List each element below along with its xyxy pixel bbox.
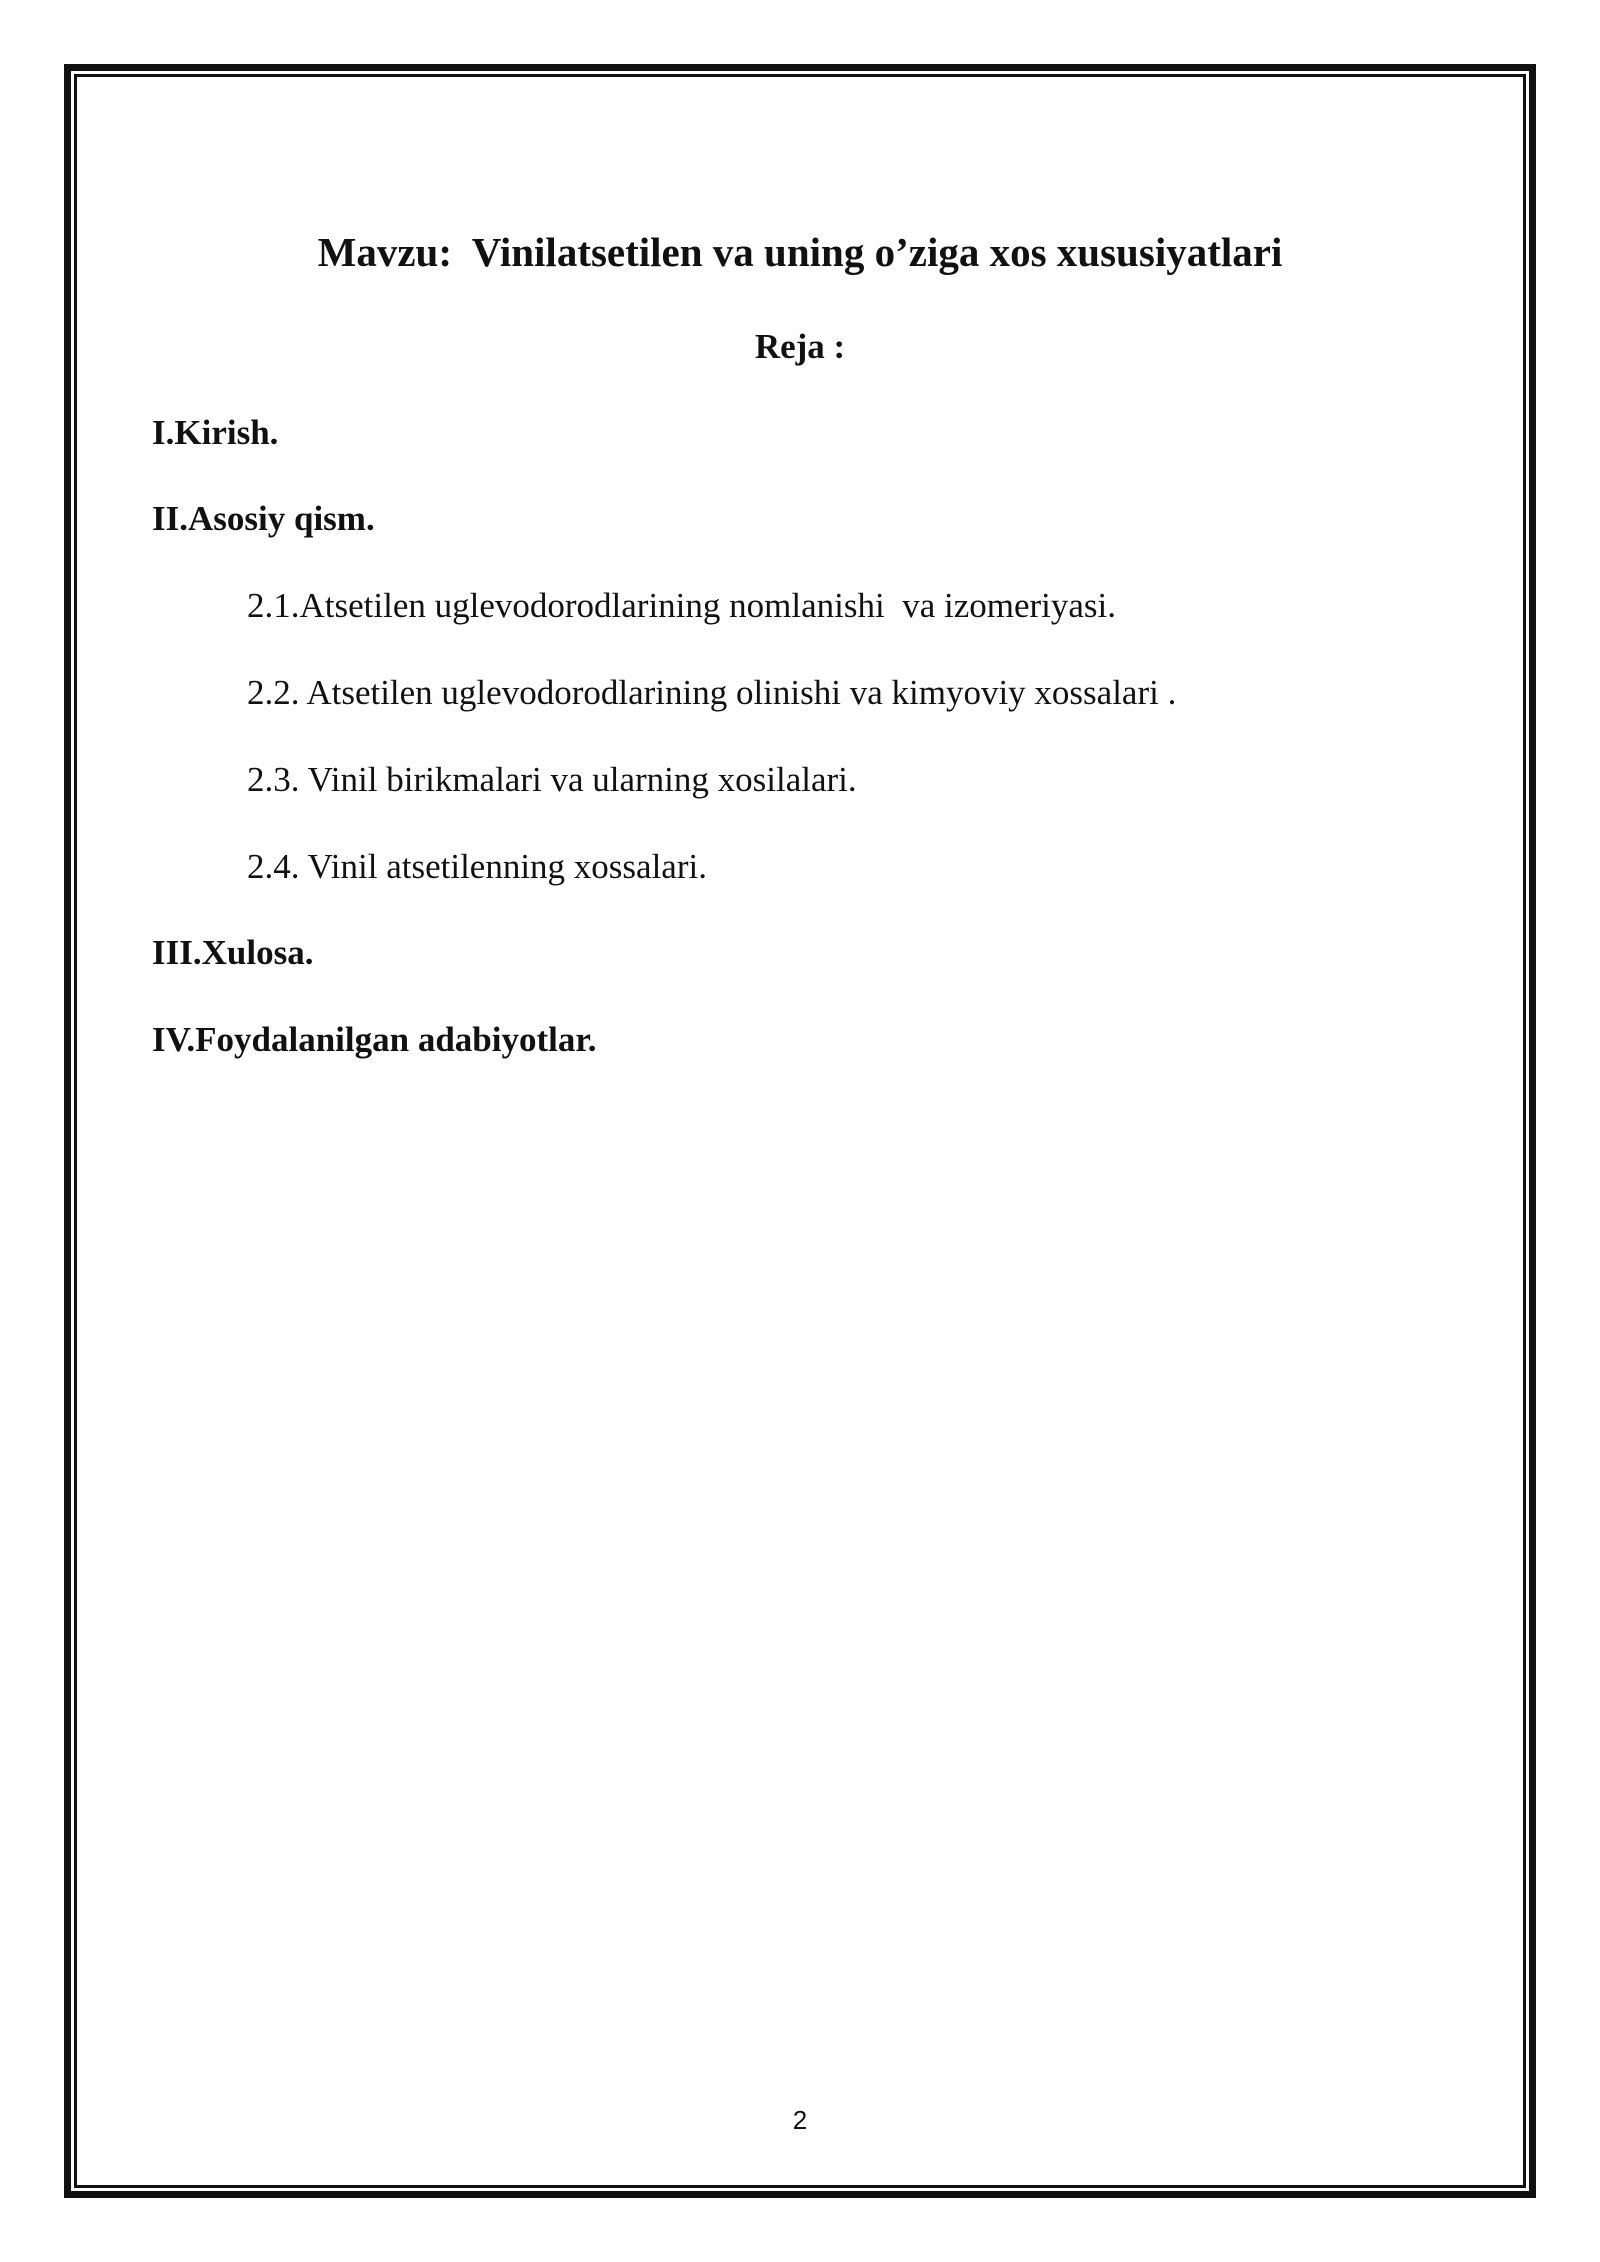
outline-section-references: IV.Foydalanilgan adabiyotlar. — [152, 1020, 597, 1059]
page-content — [152, 0, 1448, 2262]
outline-section-intro: I.Kirish. — [152, 413, 279, 452]
outline-subsection-2-3: 2.3. Vinil birikmalari va ularning xosilalari. — [247, 760, 857, 799]
outline-section-conclusion: III.Xulosa. — [152, 933, 314, 972]
document-title: Mavzu: Vinilatsetilen va uning o’ziga xos xususiyatlari — [317, 229, 1283, 275]
outline-section-main: II.Asosiy qism. — [152, 499, 375, 538]
page-number: 2 — [792, 2105, 808, 2135]
outline-subsection-2-2: 2.2. Atsetilen uglevodorodlarining olinishi va kimyoviy xossalari . — [247, 673, 1177, 712]
outline-subsection-2-4: 2.4. Vinil atsetilenning xossalari. — [247, 847, 707, 886]
plan-heading: Reja : — [754, 327, 846, 366]
outline-subsection-2-1: 2.1.Atsetilen uglevodorodlarining nomlanishi va izomeriyasi. — [247, 586, 1117, 625]
